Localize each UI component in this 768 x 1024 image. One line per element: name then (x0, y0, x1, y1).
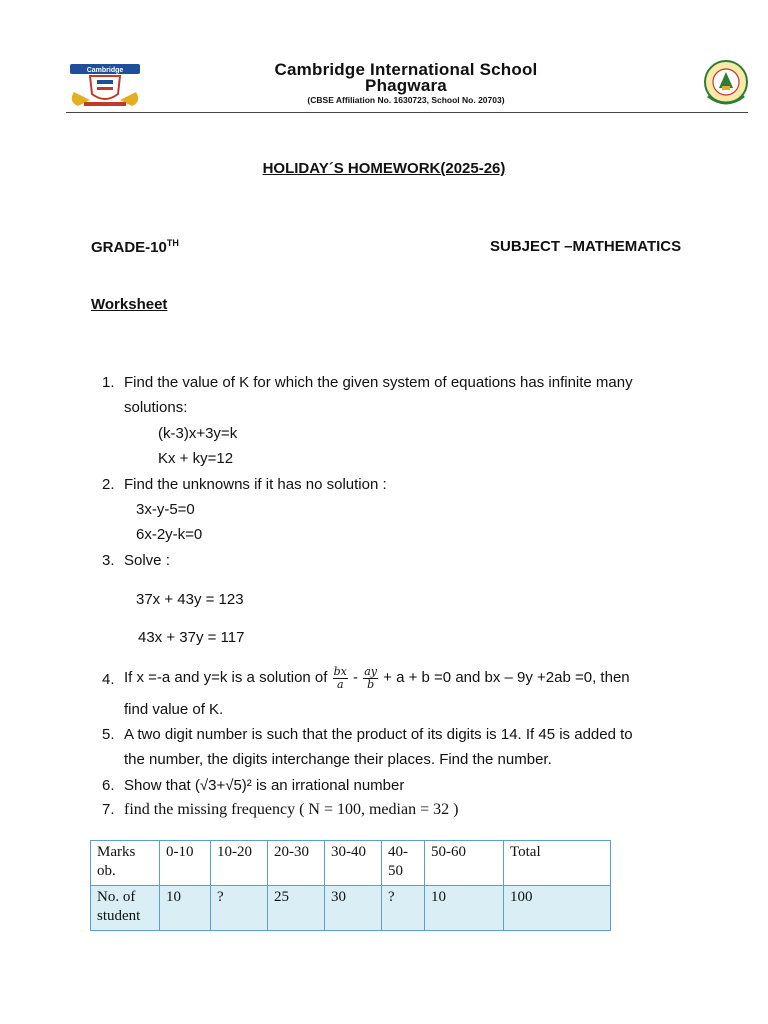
fraction-bx-over-a: $\frac{bx}{a}$ (333, 664, 347, 691)
affiliation-line: (CBSE Affiliation No. 1630723, School No. 20703) (307, 95, 505, 105)
section-heading: Worksheet (91, 296, 168, 313)
school-header (66, 60, 746, 110)
table-cell: Total (504, 841, 611, 886)
table-cell: Marks ob. (91, 841, 160, 886)
question-1-text-cont: solutions: (124, 399, 188, 416)
question-number: 2. (102, 476, 115, 493)
school-city: Phagwara (365, 76, 447, 95)
question-number: 1. (102, 374, 115, 391)
question-2-text: Find the unknowns if it has no solution : (124, 476, 387, 493)
society-seal-logo (702, 60, 750, 108)
question-5-text-cont: the number, the digits interchange their places. Find the number. (124, 751, 552, 768)
table-cell: ? (382, 886, 425, 931)
equation: 3x-y-5=0 (136, 501, 195, 518)
table-cell: 10 (160, 886, 211, 931)
table-cell: 0-10 (160, 841, 211, 886)
grade-superscript: TH (166, 238, 179, 248)
table-cell: 10-20 (211, 841, 268, 886)
table-cell: ? (211, 886, 268, 931)
equation: 43x + 37y = 117 (138, 629, 245, 646)
question-4-text-cont: find value of K. (124, 701, 224, 718)
school-name: Cambridge International School (274, 60, 538, 79)
question-5-text: A two digit number is such that the product of its digits is 14. If 45 is added to (124, 726, 633, 743)
page-title: HOLIDAY´S HOMEWORK(2025-26) (262, 160, 506, 177)
table-row (91, 841, 611, 886)
grade-label: GRADE-10TH (91, 238, 179, 256)
question-4-text: If x =-a and y=k is a solution of $\frac{bx}{a}$ - $\frac{ay}{b}$ + a + b =0 and bx – 9y +2ab =0, then (124, 664, 630, 691)
equation: Kx + ky=12 (158, 450, 234, 467)
equation: 6x-2y-k=0 (136, 526, 203, 543)
school-name-block (176, 62, 636, 94)
equation: 37x + 43y = 123 (136, 591, 244, 608)
question-3-text: Solve : (124, 552, 170, 569)
subject-label: SUBJECT –MATHEMATICS (490, 238, 682, 255)
question-number: 6. (102, 777, 115, 794)
table-cell: 30-40 (325, 841, 382, 886)
question-7-text: find the missing frequency ( N = 100, median = 32 ) (124, 801, 459, 818)
question-number: 4. (102, 671, 115, 688)
question-number: 7. (102, 801, 115, 818)
header-divider (66, 112, 748, 113)
fraction-ay-over-b: $\frac{ay}{b}$ (364, 664, 377, 691)
table-cell: 30 (325, 886, 382, 931)
school-crest-logo (66, 62, 144, 108)
question-number: 3. (102, 552, 115, 569)
table-cell: 20-30 (268, 841, 325, 886)
table-cell: 40-50 (382, 841, 425, 886)
table-cell: No. of student (91, 886, 160, 931)
table-cell: 10 (425, 886, 504, 931)
question-6-text: Show that (√3+√5)² is an irrational number (124, 777, 405, 794)
table-cell: 50-60 (425, 841, 504, 886)
logo-text: Cambridge (86, 67, 124, 74)
equation: (k-3)x+3y=k (158, 425, 238, 442)
table-cell: 100 (504, 886, 611, 931)
frequency-table (90, 840, 611, 931)
question-number: 5. (102, 726, 115, 743)
question-1-text: Find the value of K for which the given system of equations has infinite many (124, 374, 633, 391)
table-cell: 25 (268, 886, 325, 931)
table-row (91, 886, 611, 931)
